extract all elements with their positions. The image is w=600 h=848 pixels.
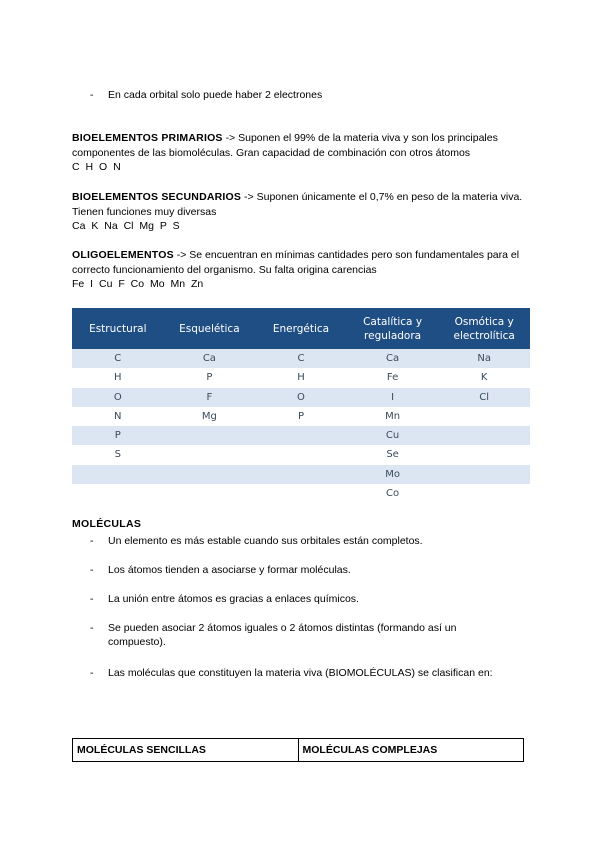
moleculas-table (72, 738, 524, 762)
table-cell (72, 484, 164, 503)
table-cell: H (72, 368, 164, 387)
bullet-text: Las moléculas que constituyen la materia viva (BIOMOLÉCULAS) se clasifican en: (108, 667, 493, 679)
table-cell (438, 465, 530, 484)
table-row (73, 739, 524, 762)
table-cell (164, 484, 256, 503)
table-cell (438, 407, 530, 426)
bullet-dash: - (90, 622, 94, 634)
table-cell: C (72, 349, 164, 368)
primarios-title: BIOELEMENTOS PRIMARIOS (72, 132, 223, 144)
table-cell: Fe (347, 368, 439, 387)
table-cell: Na (438, 349, 530, 368)
table-cell: O (255, 388, 347, 407)
primarios-symbols: C H O N (72, 161, 121, 173)
table-header-row (72, 308, 530, 349)
oligo-title: OLIGOELEMENTOS (72, 249, 174, 261)
table-cell (72, 465, 164, 484)
table-cell (255, 484, 347, 503)
oligo-symbols: Fe I Cu F Co Mo Mn Zn (72, 278, 204, 290)
table-cell: Se (347, 445, 439, 464)
table-row (72, 426, 530, 445)
bioelements-table (72, 308, 530, 503)
table-row (72, 368, 530, 387)
bullet-dash: - (90, 593, 94, 605)
bullet-dash: - (90, 89, 94, 101)
table-cell: Mo (347, 465, 439, 484)
table-cell: Mg (164, 407, 256, 426)
table-cell: Mn (347, 407, 439, 426)
table-row (72, 484, 530, 503)
table-cell (164, 426, 256, 445)
secundarios-title: BIOELEMENTOS SECUNDARIOS (72, 191, 242, 203)
table-cell (438, 445, 530, 464)
table-cell (164, 445, 256, 464)
secundarios-section (72, 190, 532, 234)
table-cell: P (72, 426, 164, 445)
table-cell (164, 465, 256, 484)
table-cell: N (72, 407, 164, 426)
table-cell: K (438, 368, 530, 387)
bullet-text: Se pueden asociar 2 átomos iguales o 2 átomos distintas (formando así un compuesto). (108, 622, 457, 648)
table-cell: F (164, 388, 256, 407)
table-cell: Ca (164, 349, 256, 368)
header-esqueletica: Esquelética (164, 308, 256, 349)
moleculas-sencillas-cell: MOLÉCULAS SENCILLAS (73, 739, 299, 762)
secundarios-symbols: Ca K Na Cl Mg P S (72, 220, 180, 232)
oligo-section (72, 248, 532, 292)
header-estructural: Estructural (72, 308, 164, 349)
table-cell: H (255, 368, 347, 387)
table-row (72, 465, 530, 484)
moleculas-complejas-cell: MOLÉCULAS COMPLEJAS (298, 739, 524, 762)
table-row (72, 445, 530, 464)
table-row (72, 349, 530, 368)
bullet-text: La unión entre átomos es gracias a enlaces químicos. (108, 593, 359, 605)
table-cell: C (255, 349, 347, 368)
table-cell: Cl (438, 388, 530, 407)
bullet-text: Un elemento es más estable cuando sus orbitales están completos. (108, 535, 423, 547)
header-energetica: Energética (255, 308, 347, 349)
table-cell (255, 445, 347, 464)
table-cell: P (164, 368, 256, 387)
table-row (72, 388, 530, 407)
header-catalitica: Catalítica y reguladora (347, 308, 439, 349)
table-cell: Ca (347, 349, 439, 368)
table-cell: Cu (347, 426, 439, 445)
table-cell (438, 426, 530, 445)
table-cell (438, 484, 530, 503)
bullet-dash: - (90, 667, 94, 679)
table-cell: Co (347, 484, 439, 503)
bullet-dash: - (90, 564, 94, 576)
bullet-text: Los átomos tienden a asociarse y formar moléculas. (108, 564, 351, 576)
moleculas-title: MOLÉCULAS (72, 518, 142, 530)
primarios-arrow: -> (225, 132, 236, 144)
header-osmotica: Osmótica y electrolítica (438, 308, 530, 349)
table-cell (255, 465, 347, 484)
secundarios-arrow: -> (244, 191, 254, 203)
secundarios-text: Suponen únicamente el 0,7% en peso de la materia viva. Tienen funciones muy diversas (72, 191, 523, 218)
table-cell: S (72, 445, 164, 464)
primarios-section (72, 131, 532, 175)
table-cell (255, 426, 347, 445)
bullet-text: En cada orbital solo puede haber 2 electrones (108, 89, 323, 101)
table-cell: O (72, 388, 164, 407)
table-row (72, 407, 530, 426)
oligo-arrow: -> (176, 249, 187, 261)
oligo-text: Se encuentran en mínimas cantidades pero son fundamentales para el correcto funcionamiento del organismo. Su falta origina carencias (72, 249, 520, 276)
primarios-text: Suponen el 99% de la materia viva y son los principales componentes de las biomoléculas. Gran capacidad de combinación con otros átomos (72, 132, 498, 159)
table-cell: I (347, 388, 439, 407)
table-cell: P (255, 407, 347, 426)
bullet-dash: - (90, 535, 94, 547)
